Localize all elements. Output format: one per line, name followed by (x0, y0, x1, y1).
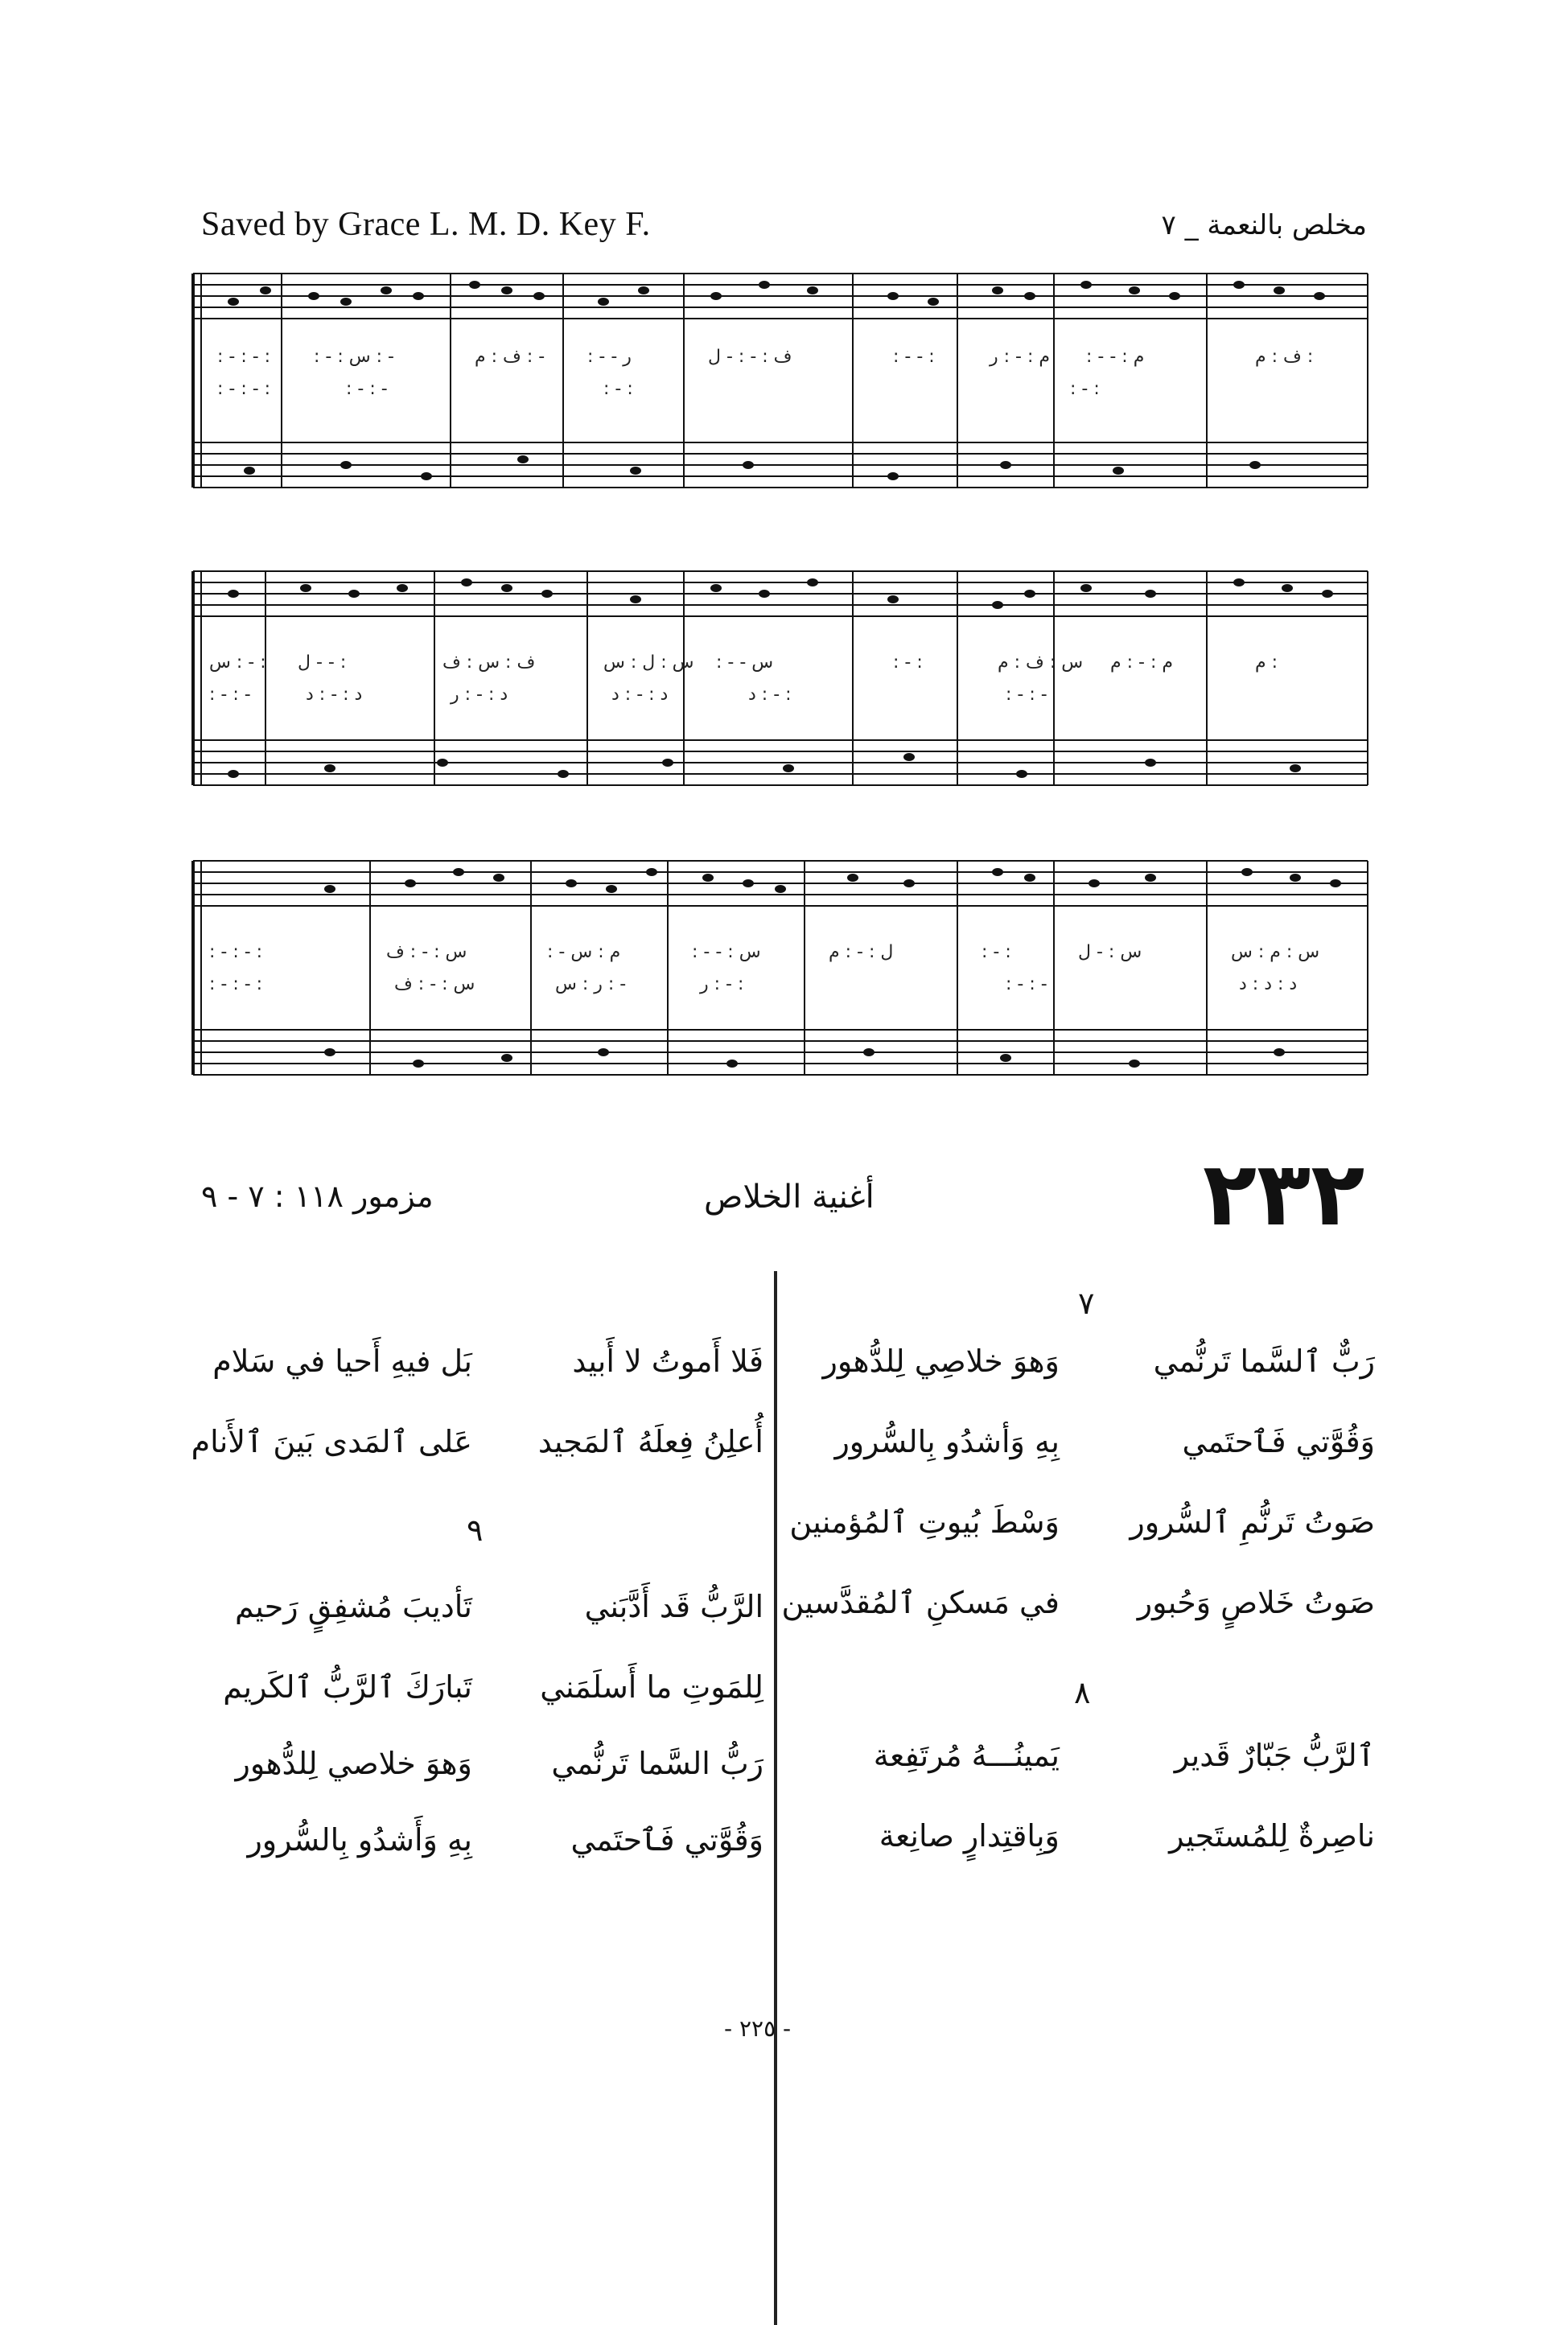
hemistich: رَبٌّ ٱلسَّما تَرنُّمي (1153, 1344, 1375, 1379)
hemistich: ٱلرَّبُّ جَبّارٌ قَدير (1174, 1738, 1375, 1773)
hemistich: وَبِاقتِدارٍ صانِعة (879, 1818, 1060, 1854)
hemistich: بَل فيهِ أَحيا في سَلام (212, 1344, 472, 1379)
svg-text:: - - ر: : - - ر (587, 347, 632, 367)
svg-text:: - - : س: : - - : س (692, 942, 761, 962)
svg-text:: - : -: : - : - (209, 685, 251, 705)
svg-text:: - : -: : - : - (346, 379, 388, 399)
column-divider (774, 1271, 777, 2325)
music-notation-1 (185, 265, 1388, 531)
verse-line (822, 1344, 1375, 1379)
svg-text:: - :: : - : (982, 942, 1011, 962)
hemistich: الرَّبُّ قَد أَدَّبَني (584, 1589, 763, 1624)
svg-text:: - : -: : - : - (1006, 685, 1047, 705)
svg-text:ر : س : -: ر : س : - (555, 974, 627, 994)
svg-text:د : - : د: د : - : د (306, 685, 363, 705)
hemistich: يَمينُـــهُ مُرتَفِعة (873, 1738, 1060, 1773)
svg-text:م : - : م: م : - : م (1110, 652, 1173, 673)
svg-text:م :: م : (1255, 652, 1278, 673)
hemistich: تَبارَكَ ٱلرَّبُّ ٱلكَريم (223, 1669, 472, 1705)
scripture-reference: مزمور ١١٨ : ٧ - ٩ (201, 1179, 434, 1214)
svg-text:س : ل : س: س : ل : س (603, 652, 694, 673)
verse-line (191, 1424, 763, 1459)
hymn-title: أغنية الخلاص (704, 1179, 875, 1216)
verse-line (874, 1738, 1375, 1773)
hemistich: بِهِ وَأشدُو بِالسُّرور (834, 1424, 1060, 1459)
svg-text:س : - :: س : - : (209, 652, 266, 673)
hemistich: صَوتُ تَرنُّمِ ٱلسُّرور (1130, 1504, 1375, 1540)
svg-text:: - - : م: : - - : م (1086, 347, 1145, 367)
music-notation-2 (185, 563, 1388, 829)
hemistich: تَأديبَ مُشفِقٍ رَحيم (235, 1589, 472, 1624)
hemistich: لِلمَوتِ ما أَسلَمَني (540, 1669, 763, 1705)
verse-line (834, 1424, 1375, 1459)
music-system-2 (185, 563, 1388, 829)
hemistich: فَلا أَموتُ لا أَبيد (572, 1344, 763, 1379)
svg-text:: - : - :: : - : - : (217, 379, 271, 399)
verse-number-8: ٨ (1074, 1675, 1091, 1710)
hemistich: ناصِرةٌ لِلمُستَجير (1169, 1818, 1375, 1854)
svg-text:ف : - : - ل: ف : - : - ل (708, 347, 792, 367)
svg-text:ر : - :: ر : - : (700, 974, 744, 994)
hemistich: وَسْطَ بُيوتِ ٱلمُؤمنين (789, 1504, 1060, 1540)
svg-text:د : د : د: د : د : د (1239, 974, 1298, 994)
svg-text:: - :: : - : (1070, 379, 1100, 399)
svg-text:ف : م :: ف : م : (1255, 347, 1314, 367)
music-system-1 (185, 265, 1388, 531)
svg-text:: - م : س: : - م : س (547, 942, 621, 962)
svg-text:ل : - : م: ل : - : م (829, 942, 894, 962)
verse-line (789, 1504, 1375, 1540)
svg-text:ف : م : -: ف : م : - (475, 347, 545, 367)
svg-text:: - - س: : - - س (716, 652, 774, 673)
verse-line (247, 1822, 763, 1858)
hemistich: صَوتُ خَلاصٍ وَحُبور (1137, 1585, 1375, 1620)
svg-text:س : - ل: س : - ل (1078, 942, 1142, 962)
verse-line (782, 1585, 1375, 1620)
svg-text:د : - :: د : - : (748, 685, 792, 705)
svg-text:س : ف : م: س : ف : م (998, 652, 1084, 673)
svg-text:س : - : ف: س : - : ف (386, 942, 467, 962)
verse-line (235, 1746, 763, 1781)
svg-text:: - : - :: : - : - : (217, 347, 271, 367)
hymn-number: ٢٣٢ (1203, 1142, 1365, 1245)
hemistich: في مَسكنِ ٱلمُقدَّسين (781, 1585, 1060, 1620)
svg-text:س : - : ف: س : - : ف (394, 974, 475, 994)
svg-text:م : - : ر: م : - : ر (990, 347, 1050, 367)
svg-text:: - :: : - : (893, 652, 923, 673)
hemistich: وَهوَ خلاصِي لِلدُّهور (822, 1344, 1060, 1379)
music-notation-3 (185, 853, 1388, 1118)
page-number: - ٢٢٥ - (724, 2015, 792, 2042)
verse-line (235, 1589, 763, 1624)
verse-line (212, 1344, 763, 1379)
verse-line (879, 1818, 1375, 1854)
svg-text:د : - : د: د : - : د (611, 685, 669, 705)
hemistich: وَقُوَّتي فَٱحتَمي (570, 1822, 763, 1858)
hemistich: بِهِ وَأَشدُو بِالسُّرور (247, 1822, 472, 1858)
verse-line (223, 1669, 763, 1705)
hemistich: رَبُّ السَّما تَرنُّمي (551, 1746, 763, 1781)
svg-text:د : - : ر: د : - : ر (451, 685, 508, 705)
music-system-3 (185, 853, 1388, 1118)
hemistich: وَهوَ خلاصي لِلدُّهور (235, 1746, 472, 1781)
svg-text:ف : س : ف: ف : س : ف (442, 652, 536, 673)
page-header-english: Saved by Grace L. M. D. Key F. (201, 206, 651, 243)
hemistich: عَلى ٱلمَدى بَينَ ٱلأَنام (191, 1424, 472, 1459)
verse-number-7: ٧ (1078, 1286, 1095, 1321)
svg-text:: - :: : - : (603, 379, 633, 399)
verse-number-9: ٩ (467, 1512, 484, 1548)
svg-text:: - - :: : - - : (893, 347, 935, 367)
svg-text:: - : - :: : - : - : (209, 974, 263, 994)
svg-text:ل - - :: ل - - : (298, 652, 347, 673)
hemistich: أُعلِنُ فِعلَهُ ٱلمَجيد (537, 1424, 763, 1459)
svg-text:س : م : س: س : م : س (1231, 942, 1320, 962)
page-header-arabic: مخلص بالنعمة _ ٧ (1161, 209, 1367, 241)
svg-text:: - : -: : - : - (1006, 974, 1047, 994)
svg-text:: - : س : -: : - : س : - (314, 347, 394, 367)
hemistich: وَقُوَّتي فَٱحتَمي (1182, 1424, 1375, 1459)
svg-text:: - : - :: : - : - : (209, 942, 263, 962)
